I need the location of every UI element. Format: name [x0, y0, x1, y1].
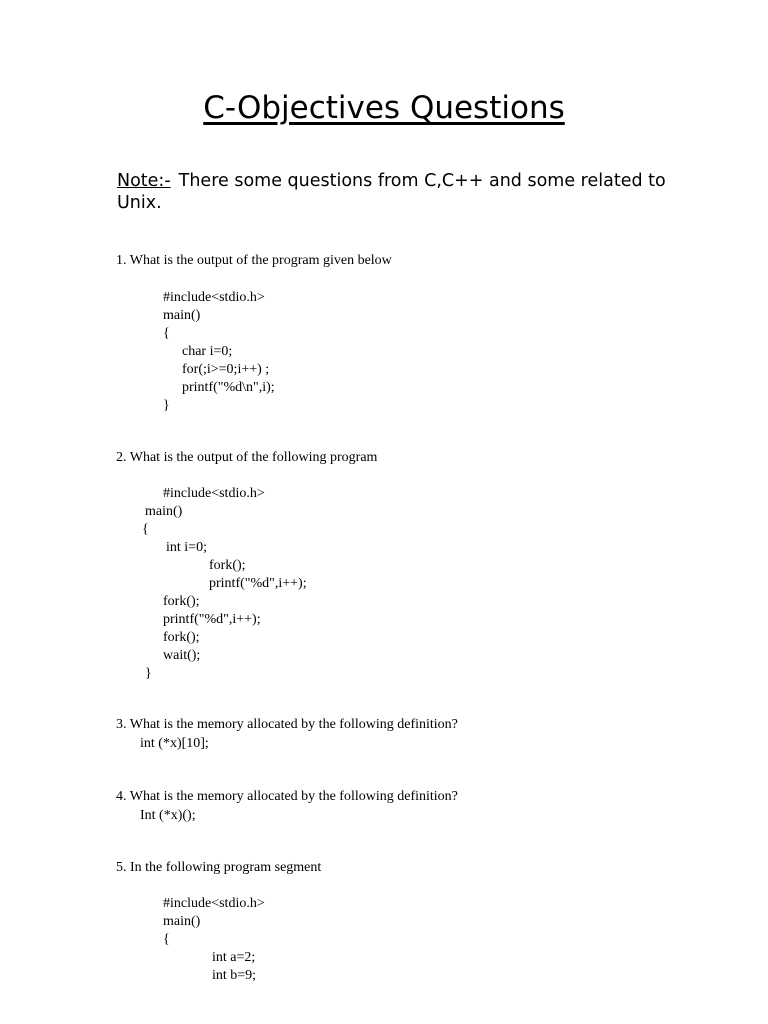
- code-line: printf("%d\n",i);: [182, 380, 275, 395]
- code-line: printf("%d",i++);: [163, 612, 261, 627]
- code-line: }: [145, 666, 152, 681]
- question-3-text: 3. What is the memory allocated by the following definition?: [116, 717, 458, 732]
- question-5-text: 5. In the following program segment: [116, 860, 322, 875]
- code-line: int a=2;: [212, 950, 256, 965]
- code-line: fork();: [163, 594, 200, 609]
- code-line: Int (*x)();: [140, 808, 196, 823]
- question-4-text: 4. What is the memory allocated by the following definition?: [116, 789, 458, 804]
- code-line: main(): [163, 308, 201, 323]
- code-line: int i=0;: [166, 540, 207, 555]
- code-line: main(): [163, 914, 201, 929]
- code-line: wait();: [163, 648, 201, 663]
- code-line: #include<stdio.h>: [163, 896, 265, 911]
- question-1-text: 1. What is the output of the program given below: [116, 253, 392, 268]
- code-line: #include<stdio.h>: [163, 486, 265, 501]
- code-line: #include<stdio.h>: [163, 290, 265, 305]
- code-line: fork();: [163, 630, 200, 645]
- code-line: for(;i>=0;i++) ;: [182, 362, 270, 377]
- code-line: {: [142, 522, 149, 537]
- code-line: {: [163, 932, 170, 947]
- note-label: Note:-: [117, 171, 171, 191]
- note-text: There some questions from C,C++ and some related to Unix.: [117, 171, 666, 213]
- code-line: main(): [145, 504, 183, 519]
- code-line: printf("%d",i++);: [209, 576, 307, 591]
- question-2-text: 2. What is the output of the following program: [116, 450, 378, 465]
- note-paragraph: [117, 170, 677, 214]
- code-line: char i=0;: [182, 344, 233, 359]
- code-line: }: [163, 398, 170, 413]
- code-line: {: [163, 326, 170, 341]
- code-line: int (*x)[10];: [140, 736, 209, 751]
- code-line: fork();: [209, 558, 246, 573]
- code-line: int b=9;: [212, 968, 257, 983]
- document-title: C-Objectives Questions: [203, 90, 565, 126]
